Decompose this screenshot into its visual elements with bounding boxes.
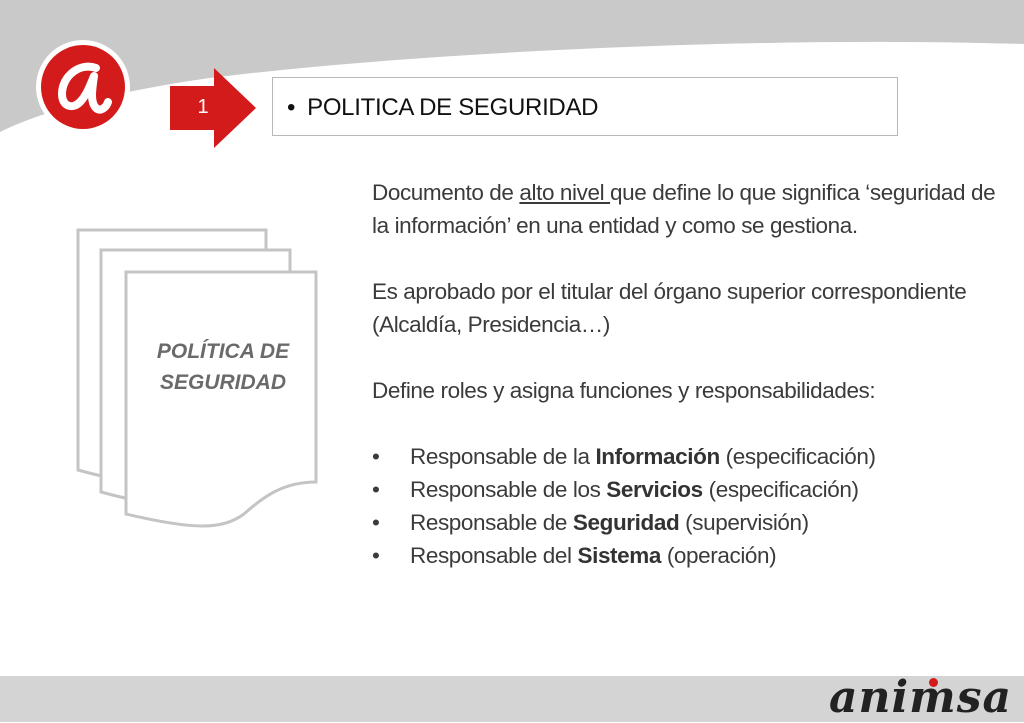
list-item-bold: Información: [595, 444, 720, 469]
document-label-line2: SEGURIDAD: [159, 371, 286, 394]
para1-underlined: alto nivel: [519, 180, 611, 205]
list-item: [372, 473, 1002, 506]
main-content: [372, 176, 1002, 572]
list-item-suffix: (especificación): [719, 444, 876, 469]
list-item-bold: Servicios: [606, 477, 703, 502]
document-label-line1: POLÍTICA DE: [156, 340, 290, 363]
list-bullet: •: [372, 510, 380, 535]
brand-logo-text: animsa: [828, 672, 1012, 723]
list-item-prefix: Responsable del: [410, 543, 578, 568]
para1-rest: que define lo que significa ‘seguridad de la información’ en una entidad y como se gestiona.: [372, 180, 996, 238]
list-item-prefix: Responsable de los: [410, 477, 607, 502]
paragraph-approval: Es aprobado por el titular del órgano superior correspondiente (Alcaldía, Presidencia…): [372, 279, 967, 337]
list-item: [372, 539, 1002, 572]
title-box: [272, 77, 898, 136]
title-label: POLITICA DE SEGURIDAD: [307, 94, 599, 121]
list-item: [372, 506, 1002, 539]
para1-text: Documento de: [372, 180, 520, 205]
page-title: [287, 94, 598, 122]
responsibilities-list: [372, 440, 1002, 572]
document-label: [130, 336, 316, 398]
list-item: [372, 440, 1002, 473]
list-item-bold: Sistema: [577, 543, 661, 568]
list-item-prefix: Responsable de la: [410, 444, 596, 469]
paragraph-roles: Define roles y asigna funciones y responsabilidades:: [372, 378, 876, 403]
list-bullet: •: [372, 477, 380, 502]
list-bullet: •: [372, 444, 380, 469]
animsa-a-logo-icon: [34, 38, 132, 136]
list-bullet: •: [372, 543, 380, 568]
step-number: 1: [197, 96, 209, 118]
title-bullet: •: [287, 94, 296, 121]
list-item-suffix: (especificación): [702, 477, 859, 502]
list-item-suffix: (supervisión): [679, 510, 809, 535]
list-item-suffix: (operación): [660, 543, 777, 568]
list-item-prefix: Responsable de: [410, 510, 573, 535]
list-item-bold: Seguridad: [572, 510, 680, 535]
paragraph-definition: [372, 176, 1002, 242]
